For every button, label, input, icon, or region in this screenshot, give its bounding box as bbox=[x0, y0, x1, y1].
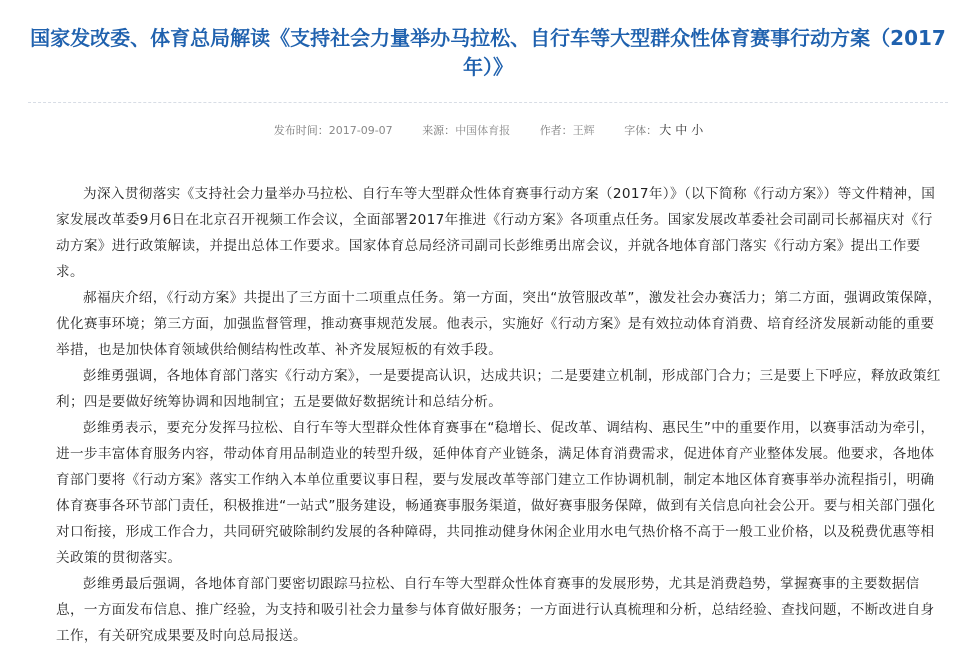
article-meta-bar bbox=[0, 121, 979, 140]
article-paragraph: 为深入贯彻落实《支持社会力量举办马拉松、自行车等大型群众性体育赛事行动方案（2017年）》（以下简称《行动方案》）等文件精神，国家发展改革委9月6日在北京召开视频工作会议，全面部署2017年推进《行动方案》各项重点任务。国家发展改革委社会司副司长郝福庆对《行动方案》进行政策解读，并提出总体工作要求。国家体育总局经济司副司长彭维勇出席会议，并就各地体育部门落实《行动方案》提出工作要求。 bbox=[56, 186, 936, 280]
title-divider bbox=[28, 102, 948, 103]
author-label: 作者： bbox=[539, 124, 573, 137]
font-size-large-button[interactable]: 大 bbox=[659, 123, 672, 137]
article-paragraph: 彭维勇强调，各地体育部门落实《行动方案》，一是要提高认识，达成共识；二是要建立机制，形成部门合力；三是要上下呼应，释放政策红利；四是要做好统筹协调和因地制宜；五是要做好数据统计和总结分析。 bbox=[56, 368, 941, 410]
article-body bbox=[56, 181, 946, 649]
author bbox=[540, 122, 595, 140]
article-paragraph: 彭维勇最后强调，各地体育部门要密切跟踪马拉松、自行车等大型群众性体育赛事的发展形势，尤其是消费趋势，掌握赛事的主要数据信息，一方面发布信息、推广经验，为支持和吸引社会力量参与体育做好服务；一方面进行认真梳理和分析，总结经验、查找问题，不断改进自身工作，有关研究成果要及时向总局报送。 bbox=[56, 576, 935, 644]
font-size-small-button[interactable]: 小 bbox=[691, 123, 704, 137]
publish-time-value: 2017-09-07 bbox=[328, 124, 393, 137]
author-value: 王辉 bbox=[572, 124, 595, 137]
publish-time-label: 发布时间： bbox=[273, 124, 329, 137]
source-label: 来源： bbox=[422, 124, 456, 137]
article-paragraph: 彭维勇表示，要充分发挥马拉松、自行车等大型群众性体育赛事在“稳增长、促改革、调结构、惠民生”中的重要作用，以赛事活动为牵引，进一步丰富体育服务内容，带动体育用品制造业的转型升级，延伸体育产业链条，满足体育消费需求，促进体育产业整体发展。他要求，各地体育部门要将《行动方案》落实工作纳入本单位重要议事日程，要与发展改革等部门建立工作协调机制，制定本地区体育赛事举办流程指引，明确体育赛事各环节部门责任，积极推进“一站式”服务建设，畅通赛事服务渠道，做好赛事服务保障，做到有关信息向社会公开。要与相关部门强化对口衔接，形成工作合力，共同研究破除制约发展的各种障碍，共同推动健身休闲企业用水电气热价格不高于一般工业价格，以及税费优惠等相关政策的贯彻落实。 bbox=[56, 420, 936, 566]
font-size-medium-button[interactable]: 中 bbox=[675, 123, 688, 137]
source-value: 中国体育报 bbox=[455, 124, 511, 137]
font-size-label: 字体： bbox=[624, 124, 658, 137]
article-title: 国家发改委、体育总局解读《支持社会力量举办马拉松、自行车等大型群众性体育赛事行动方案（2017年）》 bbox=[30, 26, 946, 79]
publish-time bbox=[274, 122, 393, 140]
article-paragraph: 郝福庆介绍，《行动方案》共提出了三方面十二项重点任务。第一方面，突出“放管服改革”，激发社会办赛活力；第二方面，强调政策保障，优化赛事环境；第三方面，加强监督管理，推动赛事规范发展。他表示，实施好《行动方案》是有效拉动体育消费、培育经济发展新动能的重要举措，也是加快体育领域供给侧结构性改革、补齐发展短板的有效手段。 bbox=[56, 290, 942, 358]
source bbox=[422, 122, 510, 140]
font-size-control bbox=[624, 121, 705, 140]
